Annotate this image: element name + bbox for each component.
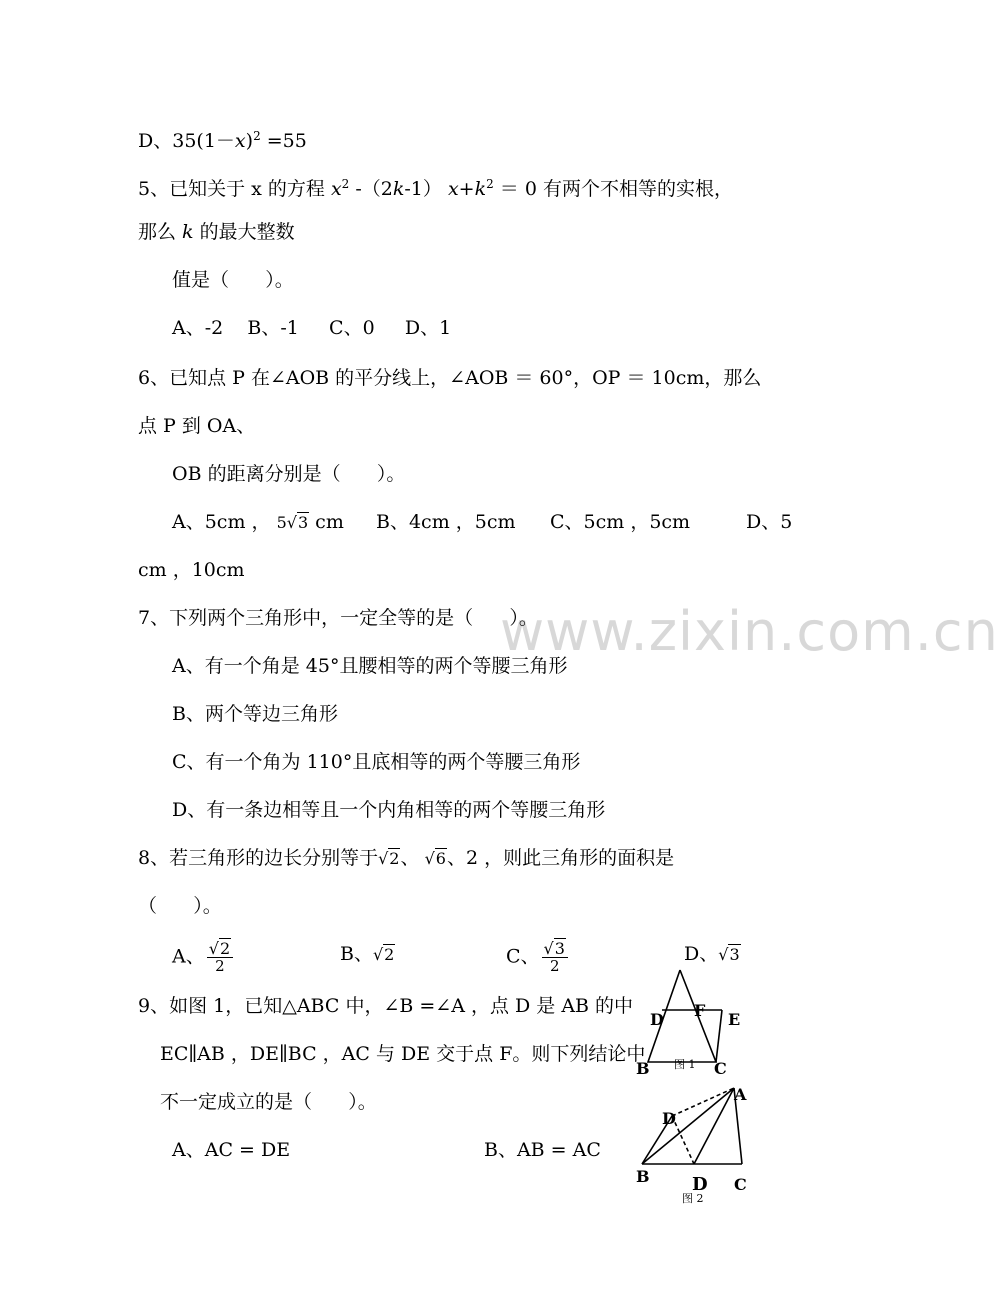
fig2-caption: 图 2 (682, 1192, 704, 1205)
q6-stem: 6、已知点 P 在∠AOB 的平分线上，∠AOB ＝ 60°，OP ＝ 10cm，那么 (138, 367, 762, 389)
fig1-label-f: F (694, 1001, 706, 1020)
fig2-label-b: B (636, 1167, 650, 1186)
q6-option-b: B、4cm ，5cm (376, 511, 516, 533)
q6-stem-line3: OB 的距离分别是（ ）。 (172, 463, 406, 485)
q6-option-d-cont: cm ，10cm (138, 559, 245, 581)
fig1-ec (716, 1010, 722, 1062)
q6-option-d: D、5 (746, 511, 793, 533)
q7-option-c: C、有一个角为 110°且底相等的两个等腰三角形 (172, 751, 581, 773)
q9-stem-line3: 不一定成立的是（ ）。 (160, 1091, 377, 1113)
q5-stem: 5、已知关于 x 的方程 $x^2$ -（2k-1） $x+k^2 = 0$ 有两个不相等的实根， (138, 177, 733, 200)
q6-stem-line2: 点 P 到 OA、 (138, 415, 256, 437)
q7-option-d: D、有一条边相等且一个内角相等的两个等腰三角形 (172, 799, 606, 821)
q6-option-c: C、5cm ，5cm (550, 511, 691, 533)
figure-2 (632, 1082, 762, 1206)
q4-option-d: D、$35(1-x)^2 =55$ (138, 129, 307, 152)
fig2-label-c: C (734, 1175, 747, 1194)
q6-option-a: A、5cm ， 5√3 cm (172, 511, 344, 533)
figure-1 (630, 966, 750, 1078)
fig2-b-a (642, 1088, 734, 1164)
fig1-label-b: B (636, 1059, 650, 1078)
fig1-caption: 图 1 (674, 1058, 696, 1071)
q5-stem-line3: 值是（ ）。 (172, 269, 294, 291)
q7-option-a: A、有一个角是 45°且腰相等的两个等腰三角形 (172, 655, 568, 677)
q9-stem: 9、如图 1，已知△ABC 中，∠B =∠A ，点 D 是 AB 的中 (138, 995, 634, 1017)
q7-option-b: B、两个等边三角形 (172, 703, 338, 725)
q7-stem: 7、下列两个三角形中，一定全等的是（ ）。 (138, 607, 538, 629)
q8-option-d: D、√3 (684, 943, 740, 965)
q5-stem-line2: 那么 k 的最大整数 (138, 221, 295, 243)
q9-option-b: B、AB = AC (484, 1139, 601, 1161)
q8-stem: 8、若三角形的边长分别等于√2、 √6、2 ，则此三角形的面积是 (138, 847, 675, 869)
q8-stem-line2: （ ）。 (138, 895, 222, 917)
q9-option-a: A、AC = DE (172, 1139, 291, 1161)
q8-option-a: A、 $\frac{√2}{2}$ (172, 940, 235, 975)
fig2-label-a: A (734, 1085, 747, 1104)
q8-option-c: C、 $\frac{√3}{2}$ (506, 940, 570, 975)
q9-stem-line2: EC∥AB ，DE∥BC ，AC 与 DE 交于点 F。则下列结论中 (160, 1043, 646, 1065)
fig2-label-d: D (692, 1174, 708, 1195)
watermark: www.zixin.com.cn (500, 600, 999, 663)
fig1-label-c: C (714, 1059, 727, 1078)
q8-option-b: B、√2 (340, 943, 395, 965)
fig2-ad (694, 1088, 734, 1164)
q5-options: A、-2 B、-1 C、0 D、1 (172, 317, 452, 339)
fig1-label-d: D (650, 1010, 664, 1029)
fig2-label-d-top: D (662, 1109, 676, 1128)
fig2-d-a (672, 1088, 734, 1116)
fig1-label-e: E (728, 1010, 741, 1029)
